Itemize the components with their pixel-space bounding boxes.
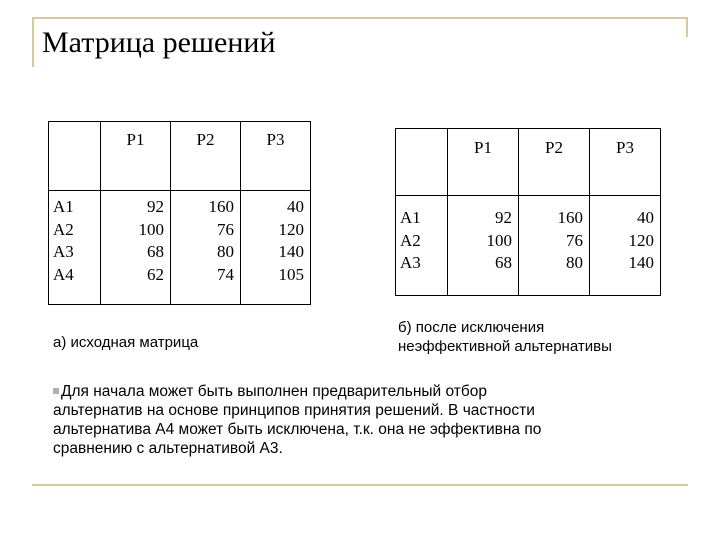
- row-label: A1: [400, 208, 421, 227]
- value: 105: [278, 264, 304, 284]
- column-p3-cell: [241, 191, 311, 305]
- value: 92: [495, 208, 512, 227]
- column-p2-cell: [519, 196, 590, 296]
- column-p1-cell: [448, 196, 519, 296]
- caption-line: б) после исключения: [398, 319, 545, 336]
- value: 68: [495, 253, 512, 272]
- table-header-row: [396, 129, 661, 196]
- column-p1-cell: [101, 191, 171, 305]
- row-label: A3: [53, 242, 74, 261]
- row-label: A4: [53, 264, 74, 284]
- value: 80: [566, 253, 583, 272]
- decision-matrix-original: [48, 121, 311, 305]
- paragraph-line: альтернатив на основе принципов принятия решений. В частности: [53, 402, 535, 419]
- row-label: A2: [53, 219, 74, 239]
- frame-bottom-line: [32, 484, 688, 486]
- table-body-row: [396, 196, 661, 296]
- table-body-row: [49, 191, 311, 305]
- header-cell: [49, 122, 101, 191]
- value: 76: [217, 219, 234, 239]
- value: 160: [208, 197, 234, 216]
- column-p3-cell: [590, 196, 661, 296]
- paragraph-line: Для начала может быть выполнен предварительный отбор: [61, 383, 487, 400]
- row-labels-cell: [396, 196, 448, 296]
- value: 62: [147, 264, 164, 284]
- header-cell: P1: [101, 122, 171, 191]
- value: 76: [566, 230, 583, 250]
- table-header-row: [49, 122, 311, 191]
- value: 74: [217, 264, 234, 284]
- row-label: A2: [400, 230, 421, 250]
- value: 160: [557, 208, 583, 227]
- value: 68: [147, 242, 164, 261]
- header-cell: [396, 129, 448, 196]
- frame-right-line: [686, 17, 688, 37]
- value: 100: [486, 230, 512, 250]
- header-cell: P3: [241, 122, 311, 191]
- header-cell: P2: [519, 129, 590, 196]
- header-cell: P2: [171, 122, 241, 191]
- row-label: A1: [53, 197, 74, 216]
- paragraph-line: альтернатива А4 может быть исключена, т.к. она не эффективна по: [53, 421, 542, 438]
- value: 92: [147, 197, 164, 216]
- value: 100: [138, 219, 164, 239]
- caption-original: а) исходная матрица: [53, 334, 199, 351]
- caption-reduced: [398, 318, 612, 356]
- slide-title: Матрица решений: [42, 26, 276, 59]
- value: 40: [637, 208, 654, 227]
- header-cell: P3: [590, 129, 661, 196]
- frame-left-line: [32, 17, 34, 67]
- value: 80: [217, 242, 234, 261]
- frame-top-line: [32, 17, 688, 19]
- value: 120: [278, 219, 304, 239]
- value: 140: [628, 253, 654, 272]
- body-paragraph: [53, 382, 653, 458]
- value: 140: [278, 242, 304, 261]
- decision-matrix-reduced: [395, 128, 661, 296]
- value: 40: [287, 197, 304, 216]
- column-p2-cell: [171, 191, 241, 305]
- caption-line: неэффективной альтернативы: [398, 338, 612, 355]
- paragraph-line: сравнению с альтернативой А3.: [53, 440, 283, 457]
- value: 120: [628, 230, 654, 250]
- header-cell: P1: [448, 129, 519, 196]
- square-bullet-icon: [53, 388, 59, 394]
- row-labels-cell: [49, 191, 101, 305]
- row-label: A3: [400, 253, 421, 272]
